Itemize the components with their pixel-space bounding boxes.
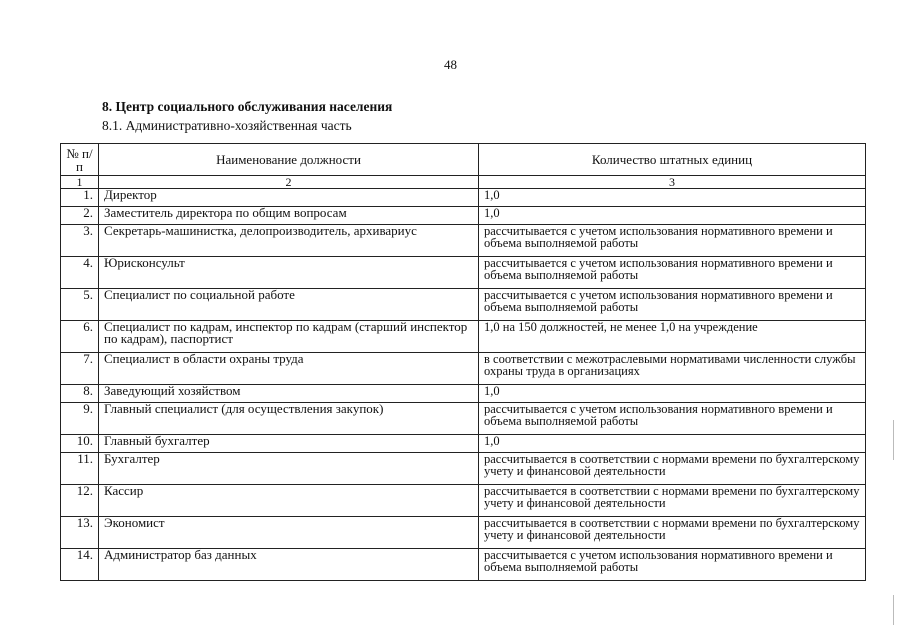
scan-edge-mark: [893, 595, 894, 625]
row-num: 13.: [61, 517, 99, 549]
header-num: № п/п: [61, 144, 99, 176]
index-cell: 3: [479, 176, 866, 189]
row-position: Администратор баз данных: [99, 549, 479, 581]
row-count: 1,0: [479, 207, 866, 225]
table-row: [61, 321, 866, 353]
row-count: рассчитывается с учетом использования нормативного времени и объема выполняемой работы: [479, 225, 866, 257]
row-num: 6.: [61, 321, 99, 353]
table-row: [61, 549, 866, 581]
table-index-row: [61, 176, 866, 189]
row-count: 1,0: [479, 189, 866, 207]
table-row: [61, 453, 866, 485]
row-num: 8.: [61, 385, 99, 403]
row-num: 14.: [61, 549, 99, 581]
row-count: в соответствии с межотраслевыми нормативами численности службы охраны труда в организациях: [479, 353, 866, 385]
header-count: Количество штатных единиц: [479, 144, 866, 176]
row-count: рассчитывается в соответствии с нормами времени по бухгалтерскому учету и финансовой деятельности: [479, 485, 866, 517]
row-position: Секретарь-машинистка, делопроизводитель, архивариус: [99, 225, 479, 257]
table-row: [61, 435, 866, 453]
row-count: рассчитывается с учетом использования нормативного времени и объема выполняемой работы: [479, 257, 866, 289]
table-row: [61, 517, 866, 549]
table-row: [61, 485, 866, 517]
row-position: Специалист по социальной работе: [99, 289, 479, 321]
row-num: 9.: [61, 403, 99, 435]
row-num: 1.: [61, 189, 99, 207]
table-row: [61, 189, 866, 207]
table-row: [61, 353, 866, 385]
row-num: 7.: [61, 353, 99, 385]
row-count: рассчитывается с учетом использования нормативного времени и объема выполняемой работы: [479, 403, 866, 435]
table-row: [61, 289, 866, 321]
index-cell: 1: [61, 176, 99, 189]
scan-edge-mark: [893, 420, 894, 460]
staff-table: [60, 143, 866, 581]
row-num: 5.: [61, 289, 99, 321]
row-position: Бухгалтер: [99, 453, 479, 485]
row-position: Заведующий хозяйством: [99, 385, 479, 403]
table-row: [61, 257, 866, 289]
table-header-row: [61, 144, 866, 176]
row-num: 2.: [61, 207, 99, 225]
index-cell: 2: [99, 176, 479, 189]
row-position: Экономист: [99, 517, 479, 549]
row-count: рассчитывается в соответствии с нормами времени по бухгалтерскому учету и финансовой деятельности: [479, 517, 866, 549]
page-number: 48: [444, 57, 457, 72]
row-count: 1,0: [479, 385, 866, 403]
section-title: 8. Центр социального обслуживания населения: [102, 99, 393, 114]
row-position: Кассир: [99, 485, 479, 517]
row-num: 3.: [61, 225, 99, 257]
header-position: Наименование должности: [99, 144, 479, 176]
row-position: Специалист в области охраны труда: [99, 353, 479, 385]
row-position: Главный бухгалтер: [99, 435, 479, 453]
row-position: Юрисконсульт: [99, 257, 479, 289]
table-row: [61, 403, 866, 435]
row-num: 11.: [61, 453, 99, 485]
row-position: Директор: [99, 189, 479, 207]
row-position: Главный специалист (для осуществления закупок): [99, 403, 479, 435]
row-num: 12.: [61, 485, 99, 517]
row-position: Специалист по кадрам, инспектор по кадрам (старший инспектор по кадрам), паспортист: [99, 321, 479, 353]
table-row: [61, 207, 866, 225]
row-position: Заместитель директора по общим вопросам: [99, 207, 479, 225]
subsection-title: 8.1. Административно-хозяйственная часть: [102, 118, 352, 133]
row-count: 1,0: [479, 435, 866, 453]
table-row: [61, 225, 866, 257]
row-count: рассчитывается в соответствии с нормами времени по бухгалтерскому учету и финансовой деятельности: [479, 453, 866, 485]
row-num: 10.: [61, 435, 99, 453]
row-count: рассчитывается с учетом использования нормативного времени и объема выполняемой работы: [479, 549, 866, 581]
row-count: рассчитывается с учетом использования нормативного времени и объема выполняемой работы: [479, 289, 866, 321]
row-count: 1,0 на 150 должностей, не менее 1,0 на учреждение: [479, 321, 866, 353]
table-row: [61, 385, 866, 403]
row-num: 4.: [61, 257, 99, 289]
